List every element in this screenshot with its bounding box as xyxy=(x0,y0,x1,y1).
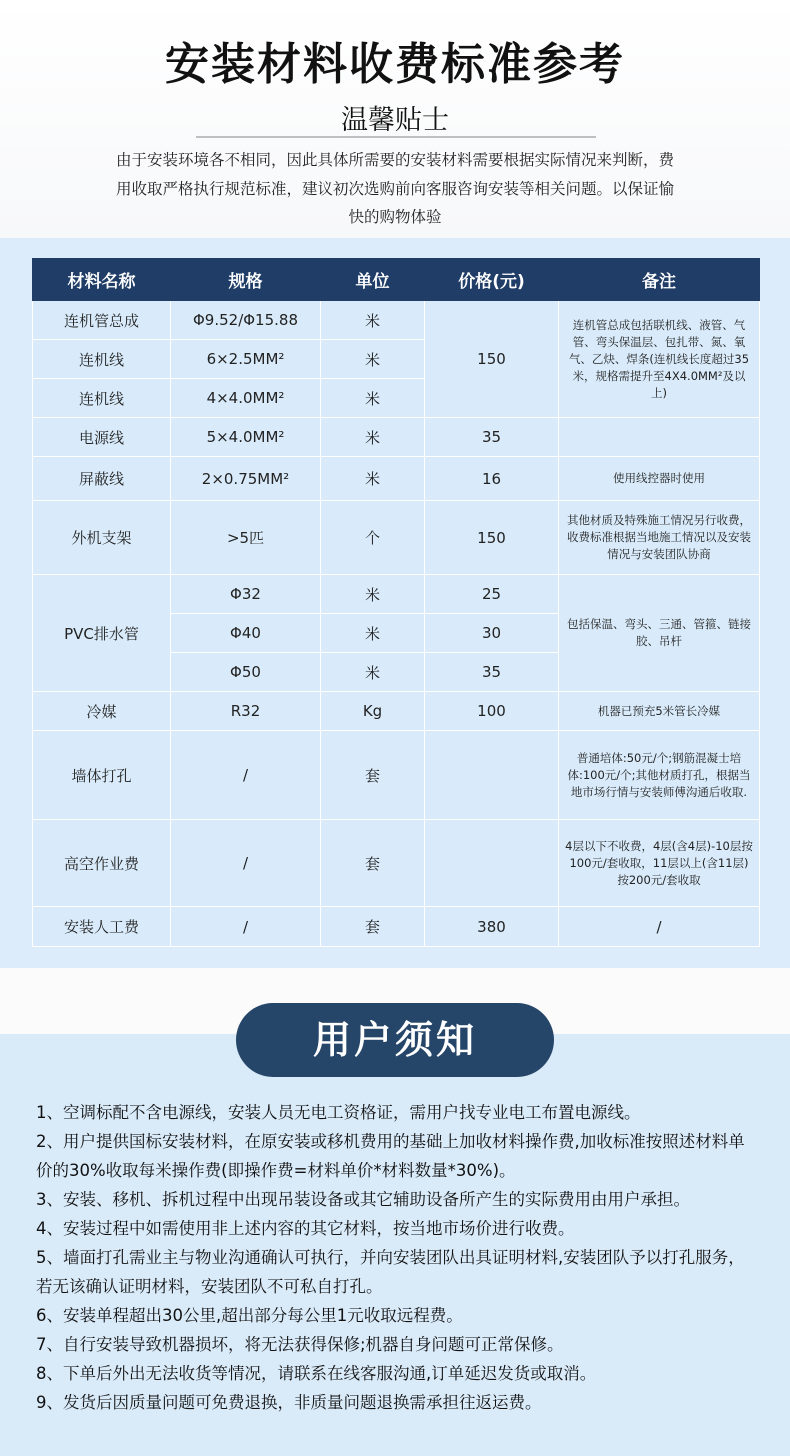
table-row xyxy=(33,418,760,457)
cell-note: 使用线控器时使用 xyxy=(559,457,760,501)
cell-spec: 2×0.75MM² xyxy=(171,457,321,501)
table-row xyxy=(33,731,760,820)
cell-unit: Kg xyxy=(321,692,425,731)
cell-spec: 6×2.5MM² xyxy=(171,340,321,379)
cell-material: 安装人工费 xyxy=(33,907,171,947)
header-section xyxy=(0,0,790,238)
cell-material: 外机支架 xyxy=(33,501,171,575)
cell-spec: Φ32 xyxy=(171,575,321,614)
table-row xyxy=(33,575,760,614)
cell-price: 380 xyxy=(425,907,559,947)
table-row xyxy=(33,820,760,907)
cell-note: 机器已预充5米管长冷媒 xyxy=(559,692,760,731)
cell-note: / xyxy=(559,907,760,947)
cell-note xyxy=(559,418,760,457)
list-item: 1、空调标配不含电源线，安装人员无电工资格证，需用户找专业电工布置电源线。 xyxy=(36,1103,641,1122)
cell-material: 墙体打孔 xyxy=(33,731,171,820)
cell-price: 100 xyxy=(425,692,559,731)
cell-unit: 米 xyxy=(321,301,425,340)
cell-unit: 米 xyxy=(321,653,425,692)
cell-unit: 套 xyxy=(321,907,425,947)
list-item: 5、墙面打孔需业主与物业沟通确认可执行，并向安装团队出具证明材料,安装团队予以打孔服务，若无该确认证明材料，安装团队不可私自打孔。 xyxy=(36,1248,745,1296)
cell-material: 连机管总成 xyxy=(33,301,171,340)
cell-note: 普通培体:50元/个;钢筋混凝士培体:100元/个;其他材质打孔，根据当地市场行情与安装师傅沟通后收取. xyxy=(559,731,760,820)
header-unit: 单位 xyxy=(321,259,425,301)
cell-spec: 5×4.0MM² xyxy=(171,418,321,457)
cell-unit: 米 xyxy=(321,457,425,501)
table-row xyxy=(33,907,760,947)
header-spec: 规格 xyxy=(171,259,321,301)
list-item: 6、安装单程超出30公里,超出部分每公里1元收取远程费。 xyxy=(36,1306,463,1325)
cell-unit: 米 xyxy=(321,614,425,653)
cell-spec: / xyxy=(171,731,321,820)
cell-price: 150 xyxy=(425,501,559,575)
notice-title-badge: 用户须知 xyxy=(236,1003,554,1077)
cell-unit: 米 xyxy=(321,418,425,457)
table-header-row xyxy=(33,259,760,301)
cell-spec: Φ50 xyxy=(171,653,321,692)
header-price: 价格(元) xyxy=(425,259,559,301)
cell-unit: 个 xyxy=(321,501,425,575)
cell-price: 25 xyxy=(425,575,559,614)
notice-list xyxy=(36,1098,760,1417)
cell-material: 高空作业费 xyxy=(33,820,171,907)
cell-material: 屏蔽线 xyxy=(33,457,171,501)
cell-material: 电源线 xyxy=(33,418,171,457)
intro-text: 由于安装环境各不相同，因此具体所需要的安装材料需要根据实际情况来判断，费用收取严格执行规范标准，建议初次选购前向客服咨询安装等相关问题。以保证愉快的购物体验 xyxy=(115,151,674,226)
cell-unit: 米 xyxy=(321,340,425,379)
cell-spec: / xyxy=(171,907,321,947)
cell-material: 冷媒 xyxy=(33,692,171,731)
list-item: 4、安装过程中如需使用非上述内容的其它材料，按当地市场价进行收费。 xyxy=(36,1219,575,1238)
cell-spec: / xyxy=(171,820,321,907)
cell-material: 连机线 xyxy=(33,340,171,379)
cell-price: 35 xyxy=(425,418,559,457)
title-divider xyxy=(196,136,596,138)
cell-spec: Φ40 xyxy=(171,614,321,653)
cell-note: 其他材质及特殊施工情况另行收费，收费标准根据当地施工情况以及安装情况与安装团队协商 xyxy=(559,501,760,575)
cell-spec: 4×4.0MM² xyxy=(171,379,321,418)
cell-unit: 套 xyxy=(321,731,425,820)
list-item: 9、发货后因质量问题可免费退换，非质量问题退换需承担往返运费。 xyxy=(36,1393,542,1412)
cell-material: 连机线 xyxy=(33,379,171,418)
cell-material: PVC排水管 xyxy=(33,575,171,692)
list-item: 2、用户提供国标安装材料，在原安装或移机费用的基础上加收材料操作费,加收标准按照述材料单价的30%收取每米操作费(即操作费=材料单价*材料数量*30%)。 xyxy=(36,1132,745,1180)
table-row xyxy=(33,301,760,340)
table-row xyxy=(33,501,760,575)
cell-price: 30 xyxy=(425,614,559,653)
page-title: 安装材料收费标准参考 xyxy=(165,39,625,90)
cell-price: 16 xyxy=(425,457,559,501)
list-item: 3、安装、移机、拆机过程中出现吊装设备或其它辅助设备所产生的实际费用由用户承担。 xyxy=(36,1190,690,1209)
cell-spec: >5匹 xyxy=(171,501,321,575)
cell-price xyxy=(425,820,559,907)
cell-price: 35 xyxy=(425,653,559,692)
cell-price: 150 xyxy=(425,301,559,418)
page-subtitle: 温馨贴士 xyxy=(341,105,449,136)
cell-unit: 米 xyxy=(321,379,425,418)
cell-unit: 米 xyxy=(321,575,425,614)
cell-note: 包括保温、弯头、三通、管箍、链接胶、吊杆 xyxy=(559,575,760,692)
header-material: 材料名称 xyxy=(33,259,171,301)
cell-price xyxy=(425,731,559,820)
cell-unit: 套 xyxy=(321,820,425,907)
cell-spec: R32 xyxy=(171,692,321,731)
list-item: 7、自行安装导致机器损坏，将无法获得保修;机器自身问题可正常保修。 xyxy=(36,1335,564,1354)
table-row xyxy=(33,457,760,501)
table-row xyxy=(33,692,760,731)
cell-spec: Φ9.52/Φ15.88 xyxy=(171,301,321,340)
fee-table xyxy=(32,258,760,947)
cell-note: 连机管总成包括联机线、液管、气管、弯头保温层、包扎带、氮、氧气、乙炔、焊条(连机线长度超过35米，规格需提升至4X4.0MM²及以上) xyxy=(559,301,760,418)
header-note: 备注 xyxy=(559,259,760,301)
cell-note: 4层以下不收费，4层(含4层)-10层按100元/套收取，11层以上(含11层)按200元/套收取 xyxy=(559,820,760,907)
list-item: 8、下单后外出无法收货等情况，请联系在线客服沟通,订单延迟发货或取消。 xyxy=(36,1364,597,1383)
